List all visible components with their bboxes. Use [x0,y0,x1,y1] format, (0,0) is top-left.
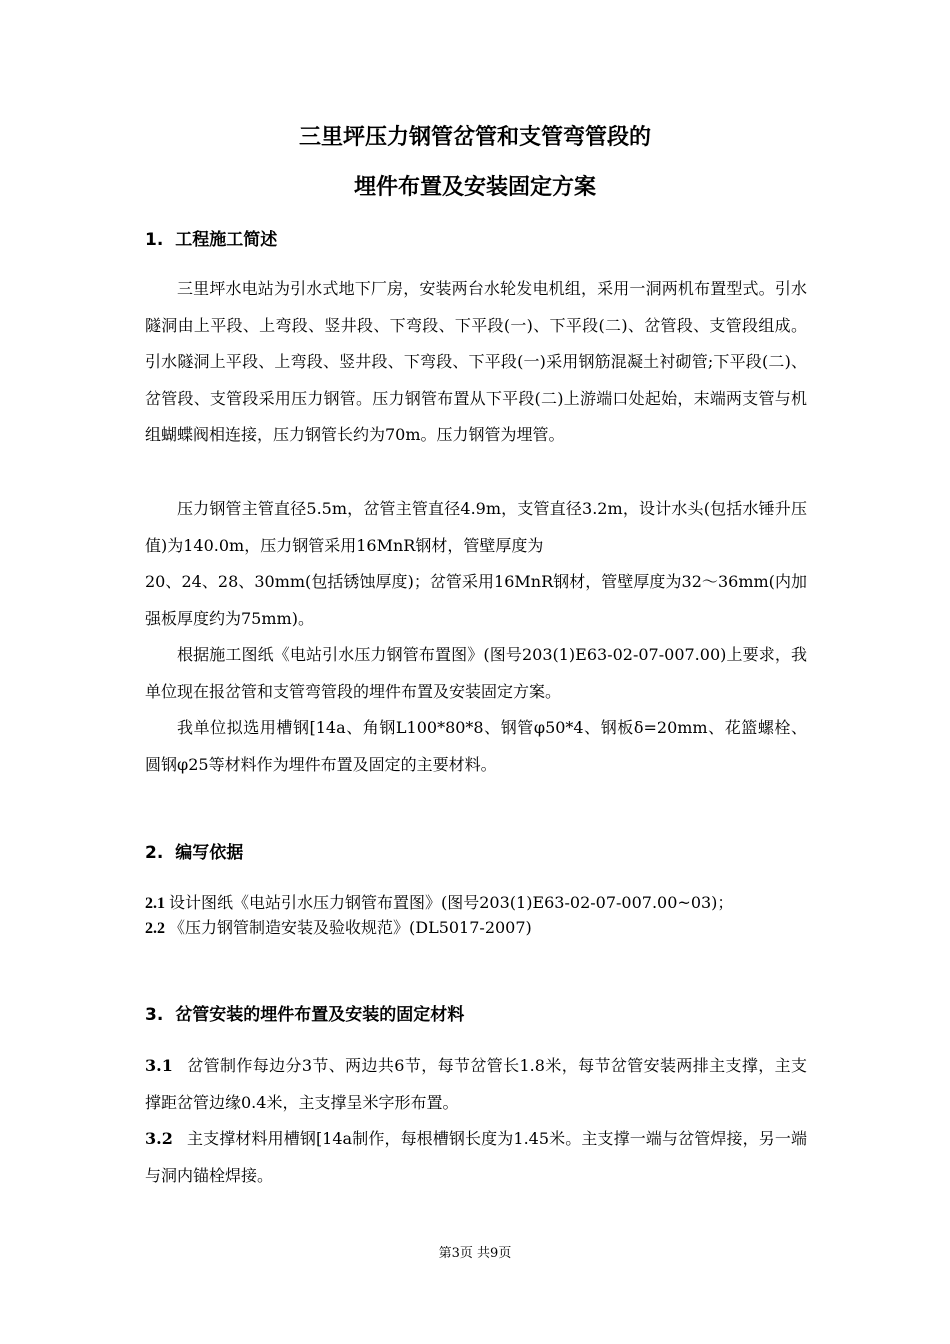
section-title: 编写依据 [175,843,244,863]
item-number: 2.2 [145,920,165,937]
page-footer: 第3页 共9页 [438,1246,512,1261]
section-2-heading [145,841,243,865]
section-title: 岔管安装的埋件布置及安装的固定材料 [175,1005,465,1025]
section-1-paragraph-1: 三里坪水电站为引水式地下厂房，安装两台水轮发电机组，采用一洞两机布置型式。引水隧洞由上平段、上弯段、竖井段、下弯段、下平段(一)、下平段(二)、岔管段、支管段组成。引水隧洞上平段、上弯段、竖井段、下弯段、下平段(一)采用钢筋混凝土衬砌管;下平段(二)、岔管段、支管段采用压力钢管。压力钢管布置从下平段(二)上游端口处起始，末端两支管与机组蝴蝶阀相连接，压力钢管长约为70m。压力钢管为埋管。 [145,279,807,444]
section-title: 工程施工简述 [175,230,278,250]
section-1-paragraph-3: 20、24、28、30mm(包括锈蚀厚度)；岔管采用16MnR钢材，管壁厚度为32～36mm(内加强板厚度约为75mm)。 [145,572,807,628]
item-text: 设计图纸《电站引水压力钢管布置图》(图号203(1)E63-02-07-007.00~03)； [169,893,734,912]
section-number: 3. [145,1005,164,1025]
section-3-heading [145,1003,464,1027]
item-number: 2.1 [145,895,165,912]
item-number: 3.2 [145,1129,173,1148]
section-3-item-3-2 [145,1121,807,1194]
section-number: 1. [145,230,164,250]
section-1-paragraph-2: 压力钢管主管直径5.5m，岔管主管直径4.9m，支管直径3.2m，设计水头(包括水锤升压值)为140.0m，压力钢管采用16MnR钢材，管壁厚度为 [145,499,807,555]
section-number: 2. [145,843,164,863]
section-3-item-3-1 [145,1048,807,1121]
reference-item-2-2 [145,916,825,941]
item-text: 岔管制作每边分3节、两边共6节，每节岔管长1.8米，每节岔管安装两排主支撑，主支撑距岔管边缘0.4米，主支撑呈米字形布置。 [145,1056,807,1112]
item-text: 《压力钢管制造安装及验收规范》(DL5017-2007) [169,918,532,937]
section-1-paragraph-4: 根据施工图纸《电站引水压力钢管布置图》(图号203(1)E63-02-07-007.00)上要求，我单位现在报岔管和支管弯管段的埋件布置及安装固定方案。 [145,645,807,701]
section-1-paragraph-5: 我单位拟选用槽钢[14a、角钢L100*80*8、钢管φ50*4、钢板δ=20mm、花篮螺栓、圆钢φ25等材料作为埋件布置及固定的主要材料。 [145,718,807,774]
item-number: 3.1 [145,1056,173,1075]
document-title-line-2: 埋件布置及安装固定方案 [353,175,596,200]
document-title-line-1: 三里坪压力钢管岔管和支管弯管段的 [298,125,651,150]
item-text: 主支撑材料用槽钢[14a制作，每根槽钢长度为1.45米。主支撑一端与岔管焊接，另一端与洞内锚栓焊接。 [145,1129,807,1185]
reference-item-2-1 [145,891,825,916]
section-1-heading [145,228,277,252]
